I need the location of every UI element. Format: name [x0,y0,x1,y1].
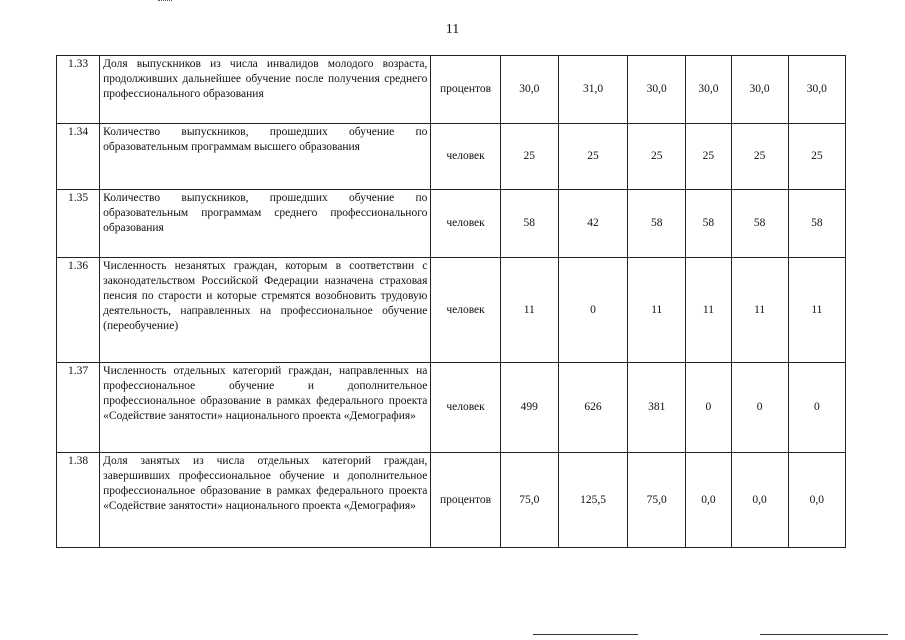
scan-mark [158,0,172,4]
value-cell: 0 [558,258,627,363]
table-row [57,453,846,548]
value-cell: 381 [628,363,686,453]
value-cell: 42 [558,190,627,258]
table-body [57,56,846,548]
value-cell: 75,0 [500,453,558,548]
indicator-description: Количество выпускников, прошедших обучение по образовательным программам среднего профессионального образования [100,190,431,258]
row-number: 1.34 [57,124,100,190]
row-number: 1.38 [57,453,100,548]
table-row [57,56,846,124]
value-cell: 25 [686,124,731,190]
value-cell: 11 [788,258,845,363]
value-cell: 25 [731,124,788,190]
value-cell: 0 [788,363,845,453]
value-cell: 58 [686,190,731,258]
value-cell: 499 [500,363,558,453]
value-cell: 0,0 [731,453,788,548]
value-cell: 125,5 [558,453,627,548]
table-row [57,363,846,453]
value-cell: 25 [788,124,845,190]
value-cell: 11 [500,258,558,363]
row-number: 1.37 [57,363,100,453]
value-cell: 25 [558,124,627,190]
value-cell: 30,0 [500,56,558,124]
value-cell: 0,0 [686,453,731,548]
value-cell: 0 [731,363,788,453]
unit-cell: человек [431,124,500,190]
value-cell: 11 [628,258,686,363]
value-cell: 626 [558,363,627,453]
value-cell: 11 [686,258,731,363]
value-cell: 75,0 [628,453,686,548]
signature-line-left [533,634,638,635]
indicator-description: Численность незанятых граждан, которым в соответствии с законодательством Российской Федерации назначена страховая пенсия по старости и которые стремятся возобновить трудовую деятельность, направленных на профессиональное обучение (переобучение) [100,258,431,363]
value-cell: 0,0 [788,453,845,548]
indicators-table [56,55,846,548]
value-cell: 30,0 [788,56,845,124]
unit-cell: человек [431,363,500,453]
value-cell: 25 [628,124,686,190]
table-row [57,258,846,363]
value-cell: 58 [628,190,686,258]
unit-cell: человек [431,190,500,258]
row-number: 1.36 [57,258,100,363]
value-cell: 30,0 [731,56,788,124]
value-cell: 31,0 [558,56,627,124]
table-row [57,124,846,190]
row-number: 1.33 [57,56,100,124]
value-cell: 30,0 [686,56,731,124]
unit-cell: человек [431,258,500,363]
row-number: 1.35 [57,190,100,258]
indicator-description: Количество выпускников, прошедших обучение по образовательным программам высшего образования [100,124,431,190]
page-number: 11 [445,22,460,37]
value-cell: 25 [500,124,558,190]
table-row [57,190,846,258]
indicator-description: Численность отдельных категорий граждан, направленных на профессиональное обучение и дополнительное профессиональное образование в рамках федерального проекта «Содействие занятости» национального проекта «Демография» [100,363,431,453]
value-cell: 0 [686,363,731,453]
unit-cell: процентов [431,453,500,548]
value-cell: 11 [731,258,788,363]
value-cell: 58 [731,190,788,258]
unit-cell: процентов [431,56,500,124]
indicator-description: Доля занятых из числа отдельных категорий граждан, завершивших профессиональное обучение и дополнительное профессиональное образование в рамках федерального проекта «Содействие занятости» национального проекта «Демография» [100,453,431,548]
value-cell: 58 [500,190,558,258]
value-cell: 30,0 [628,56,686,124]
indicator-description: Доля выпускников из числа инвалидов молодого возраста, продолживших дальнейшее обучение после получения среднего профессионального образования [100,56,431,124]
signature-line-right [760,634,888,635]
value-cell: 58 [788,190,845,258]
